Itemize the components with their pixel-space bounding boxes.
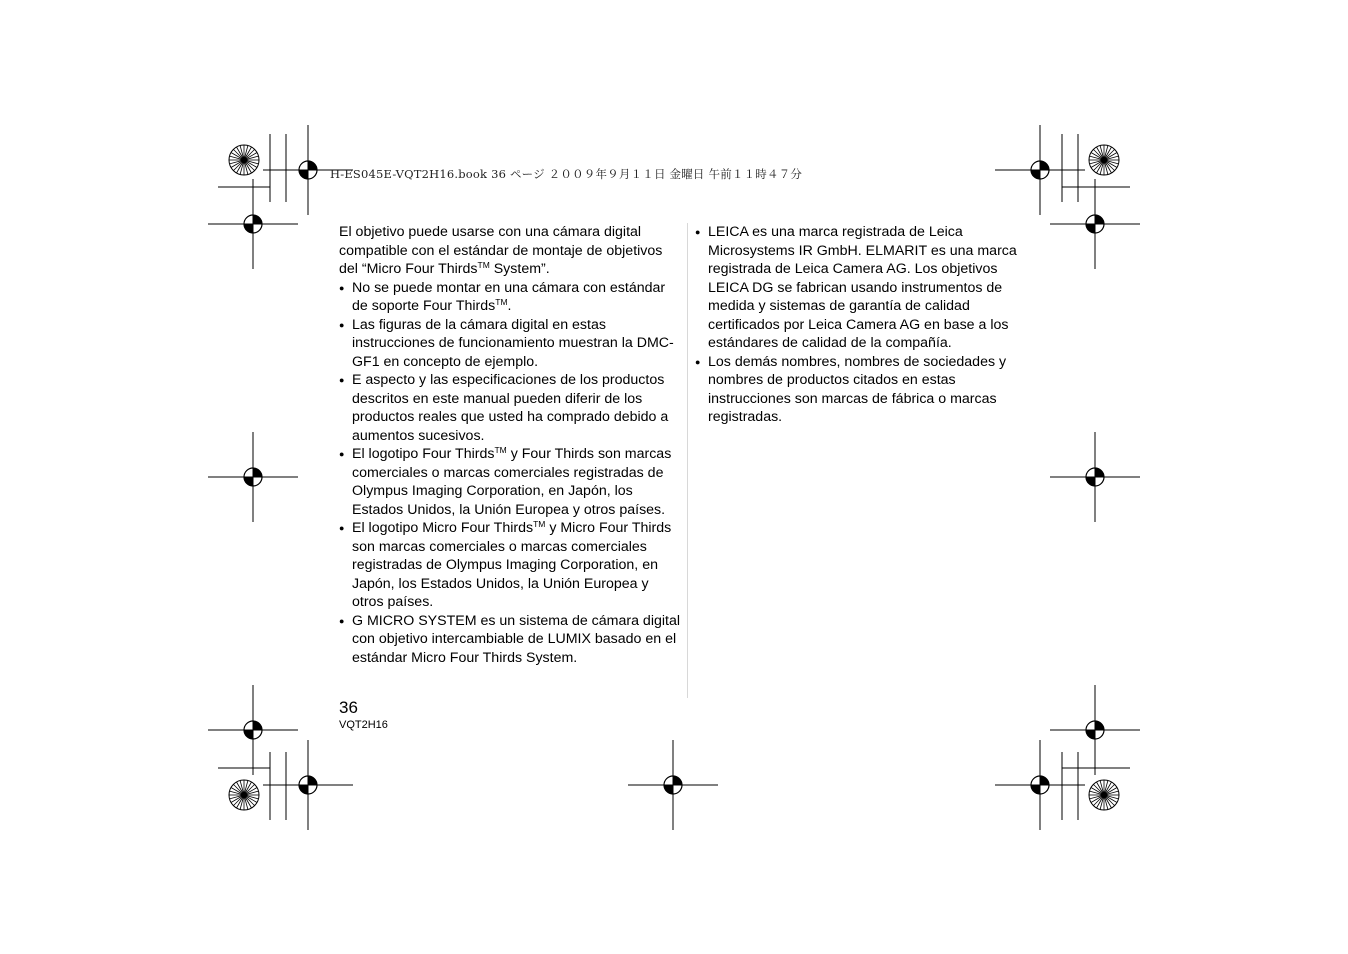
starburst-mark-bottom-right — [1089, 780, 1119, 810]
registration-mark — [263, 740, 353, 830]
trademark-mark: TM — [477, 260, 490, 270]
list-item: ● G MICRO SYSTEM es un sistema de cámara digital con objetivo intercambiable de LUMIX basado en el estándar Micro Four Thirds System. — [339, 612, 681, 668]
list-item: ● No se puede montar en una cámara con estándar de soporte Four Thirds™. — [339, 279, 681, 316]
list-item: ● LEICA es una marca registrada de Leica Microsystems IR GmbH. ELMARIT es una marca registrada de Leica Camera AG. Los objetivos LEICA DG se fabrican usando instrumentos de medida y sistemas de garantía de calidad certificados por Leica Camera AG en base a los estándares de calidad de la compañía. — [695, 223, 1040, 353]
intro-paragraph: El objetivo puede usarse con una cámara digital compatible con el estándar de montaje de objetivos del “Micro Four Thirds™ System”. — [339, 224, 663, 277]
list-item: ● E aspecto y las especificaciones de los productos descritos en este manual pueden diferir de los productos reales que usted ha comprado debido a aumentos sucesivos. — [339, 371, 681, 445]
starburst-mark-bottom-left — [229, 780, 259, 810]
registration-mark — [995, 125, 1085, 215]
print-header: H-ES045E-VQT2H16.book 36 ページ ２００９年９月１１日 金曜日 午前１１時４７分 — [330, 167, 803, 181]
trademark-mark: TM — [494, 445, 507, 455]
registration-mark — [208, 432, 298, 522]
list-item: ● Las figuras de la cámara digital en estas instrucciones de funcionamiento muestran la DMC-GF1 en concepto de ejemplo. — [339, 316, 681, 372]
starburst-mark-top-left — [229, 145, 259, 175]
registration-mark — [1050, 685, 1140, 775]
registration-mark — [628, 740, 718, 830]
left-column — [339, 223, 681, 667]
column-divider — [687, 223, 688, 698]
trademark-mark: TM — [495, 297, 508, 307]
registration-mark — [1050, 179, 1140, 269]
list-item: ● Los demás nombres, nombres de sociedades y nombres de productos citados en estas instrucciones son marcas de fábrica o marcas registradas. — [695, 353, 1040, 427]
registration-mark — [1050, 432, 1140, 522]
right-column — [695, 223, 1040, 427]
registration-mark — [208, 685, 298, 775]
registration-mark — [208, 179, 298, 269]
document-code: VQT2H16 — [339, 719, 388, 731]
page-number: 36 — [339, 698, 358, 717]
list-item: ● El logotipo Four Thirds™ y Four Thirds son marcas comerciales o marcas comerciales registradas de Olympus Imaging Corporation, en Japón, los Estados Unidos, la Unión Europea y otros países. — [339, 445, 681, 519]
list-item: ● El logotipo Micro Four Thirds™ y Micro Four Thirds son marcas comerciales o marcas comerciales registradas de Olympus Imaging Corporation, en Japón, los Estados Unidos, la Unión Europea y otros países. — [339, 519, 681, 612]
registration-mark — [995, 740, 1085, 830]
starburst-mark-top-right — [1089, 145, 1119, 175]
trademark-mark: TM — [533, 519, 546, 529]
